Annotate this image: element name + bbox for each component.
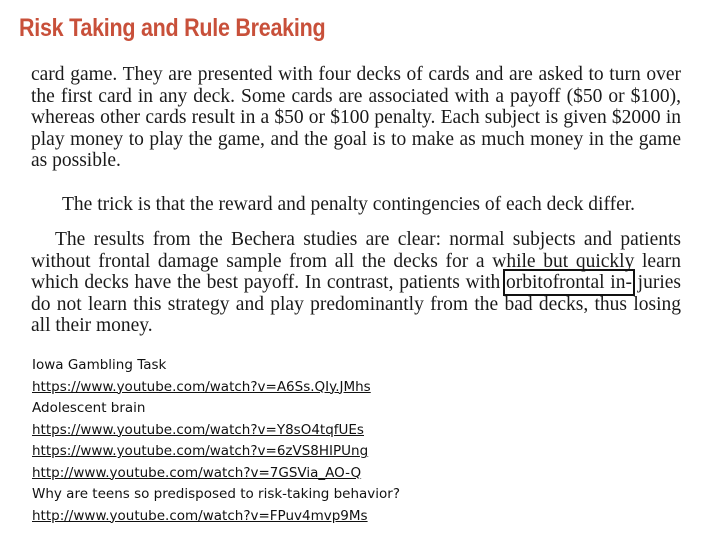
link-adolescent-video-3[interactable]: http://www.youtube.com/watch?v=7GSVia_AO-Q bbox=[32, 464, 362, 481]
link-label-adolescent: Adolescent brain bbox=[32, 400, 146, 416]
paragraph-card-game: card game. They are presented with four decks of cards and are asked to turn over the first card in any deck. Some cards are associated with a payoff ($50 or $100), whereas other cards result in a $50 or $100 penalty. Each subject is given $2000 in play money to play the game, and the goal is to make as much money in the game as possible. bbox=[31, 64, 681, 172]
paragraph-results-text-end: juries do not learn this strategy and play predominantly from the bad decks, thus losing all their money. bbox=[31, 272, 681, 337]
paragraph-results bbox=[31, 229, 681, 337]
link-iowa-gambling-video[interactable]: https://www.youtube.com/watch?v=A6Ss.QIy.JMhs bbox=[32, 378, 371, 395]
paragraph-results-text: The results from the Bechera studies are clear: normal subjects and patients without frontal damage sample from all the decks for a while but quickly learn which decks have the best payoff. In contrast, patients with bbox=[31, 229, 681, 294]
link-label-teens: Why are teens so predisposed to risk-taking behavior? bbox=[32, 486, 401, 502]
link-teens-risk-video[interactable]: http://www.youtube.com/watch?v=FPuv4mvp9Ms bbox=[32, 507, 368, 524]
link-adolescent-video-2[interactable]: https://www.youtube.com/watch?v=6zVS8HIPUng bbox=[32, 443, 369, 459]
paragraph-trick: The trick is that the reward and penalty contingencies of each deck differ. bbox=[62, 194, 636, 215]
video-links-list bbox=[32, 355, 400, 527]
link-label-iowa: Iowa Gambling Task bbox=[32, 357, 167, 373]
highlighted-term-box: orbitofrontal in- bbox=[505, 272, 632, 294]
page-title: Risk Taking and Rule Breaking bbox=[19, 14, 326, 42]
link-adolescent-video-1[interactable]: https://www.youtube.com/watch?v=Y8sO4tqfUEs bbox=[32, 421, 364, 438]
